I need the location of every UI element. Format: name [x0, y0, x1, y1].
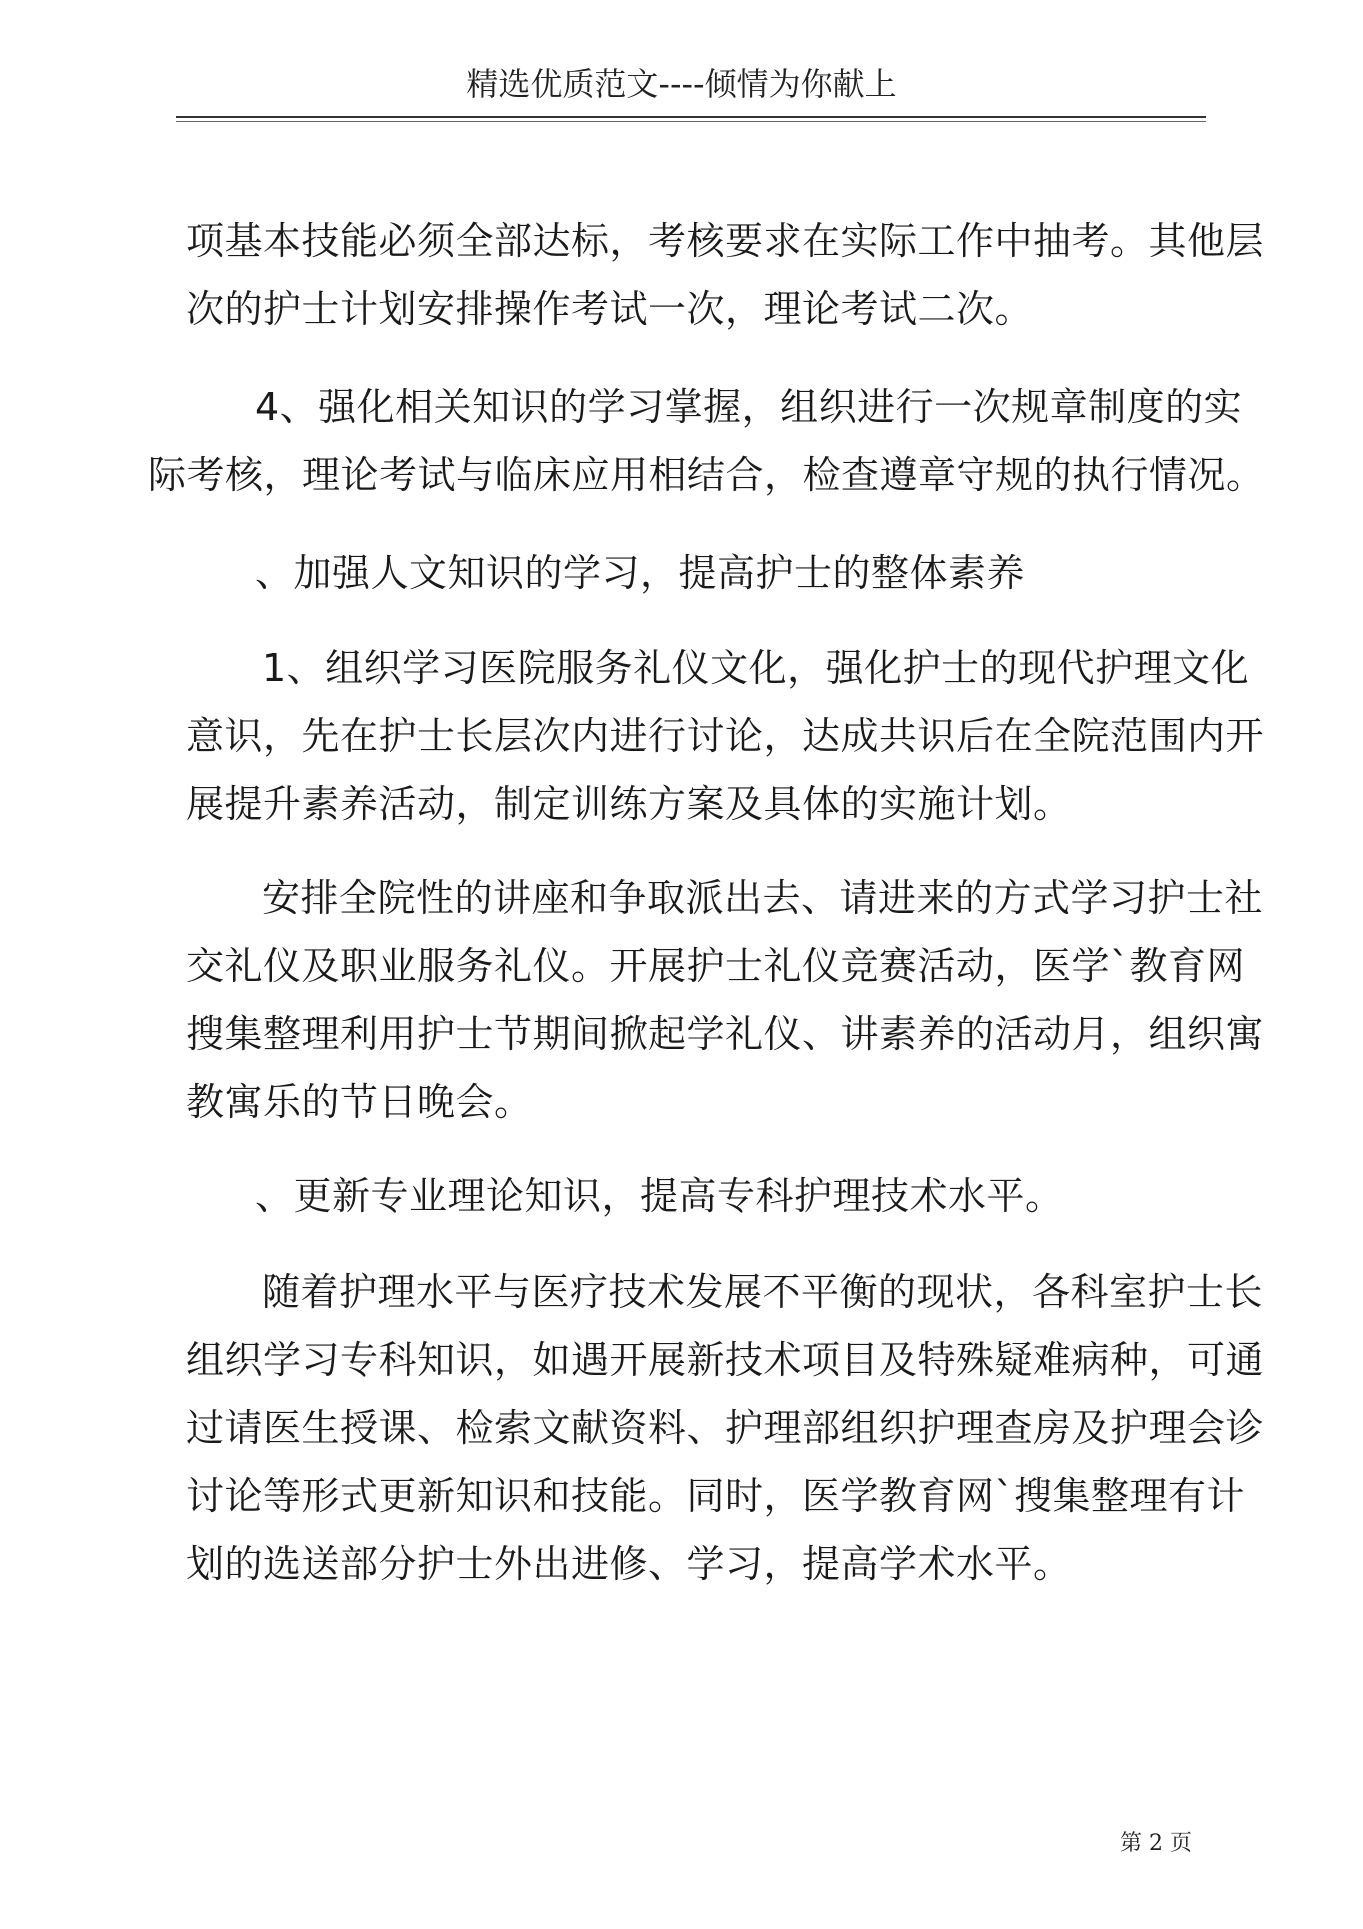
- page-header-title: 精选优质范文----倾情为你献上: [466, 65, 897, 103]
- paragraph-line: 划的选送部分护士外出进修、学习，提高学术水平。: [186, 1542, 1072, 1586]
- paragraph-line: 教寓乐的节日晚会。: [186, 1080, 533, 1124]
- paragraph-line: 次的护士计划安排操作考试一次，理论考试二次。: [186, 287, 1034, 331]
- paragraph-line: 4、强化相关知识的学习掌握，组织进行一次规章制度的实: [255, 385, 1243, 429]
- paragraph-line: 随着护理水平与医疗技术发展不平衡的现状，各科室护士长: [262, 1270, 1264, 1314]
- page-number: 第 2 页: [1120, 1831, 1192, 1856]
- paragraph-line: 项基本技能必须全部达标，考核要求在实际工作中抽考。其他层: [186, 219, 1265, 263]
- paragraph-line: 意识，先在护士长层次内进行讨论，达成共识后在全院范围内开: [186, 714, 1265, 758]
- paragraph-line: 、加强人文知识的学习，提高护士的整体素养: [255, 551, 1026, 595]
- paragraph-line: 1、组织学习医院服务礼仪文化，强化护士的现代护理文化: [262, 646, 1250, 690]
- paragraph-line: 、更新专业理论知识，提高专科护理技术水平。: [255, 1174, 1064, 1218]
- header-divider-thin: [176, 121, 1206, 122]
- paragraph-line: 安排全院性的讲座和争取派出去、请进来的方式学习护士社: [262, 876, 1264, 920]
- paragraph-line: 交礼仪及职业服务礼仪。开展护士礼仪竞赛活动，医学`教育网: [186, 944, 1246, 988]
- paragraph-continuation: [186, 207, 1264, 343]
- section-heading-humanities: [255, 539, 1025, 607]
- paragraph-line: 过请医生授课、检索文献资料、护理部组织护理查房及护理会诊: [186, 1406, 1265, 1450]
- paragraph-etiquette: [186, 864, 1264, 1136]
- paragraph-item-4: [148, 373, 1265, 509]
- paragraph-line: 际考核，理论考试与临床应用相结合，检查遵章守规的执行情况。: [148, 453, 1265, 497]
- header-divider: [176, 116, 1206, 118]
- paragraph-line: 搜集整理利用护士节期间掀起学礼仪、讲素养的活动月，组织寓: [186, 1012, 1265, 1056]
- paragraph-line: 展提升素养活动，制定训练方案及具体的实施计划。: [186, 782, 1072, 826]
- paragraph-line: 讨论等形式更新知识和技能。同时，医学教育网`搜集整理有计: [186, 1474, 1246, 1518]
- paragraph-line: 组织学习专科知识，如遇开展新技术项目及特殊疑难病种，可通: [186, 1338, 1265, 1382]
- paragraph-item-1: [186, 634, 1264, 838]
- paragraph-professional-knowledge: [186, 1258, 1264, 1598]
- section-heading-professional: [255, 1162, 1064, 1230]
